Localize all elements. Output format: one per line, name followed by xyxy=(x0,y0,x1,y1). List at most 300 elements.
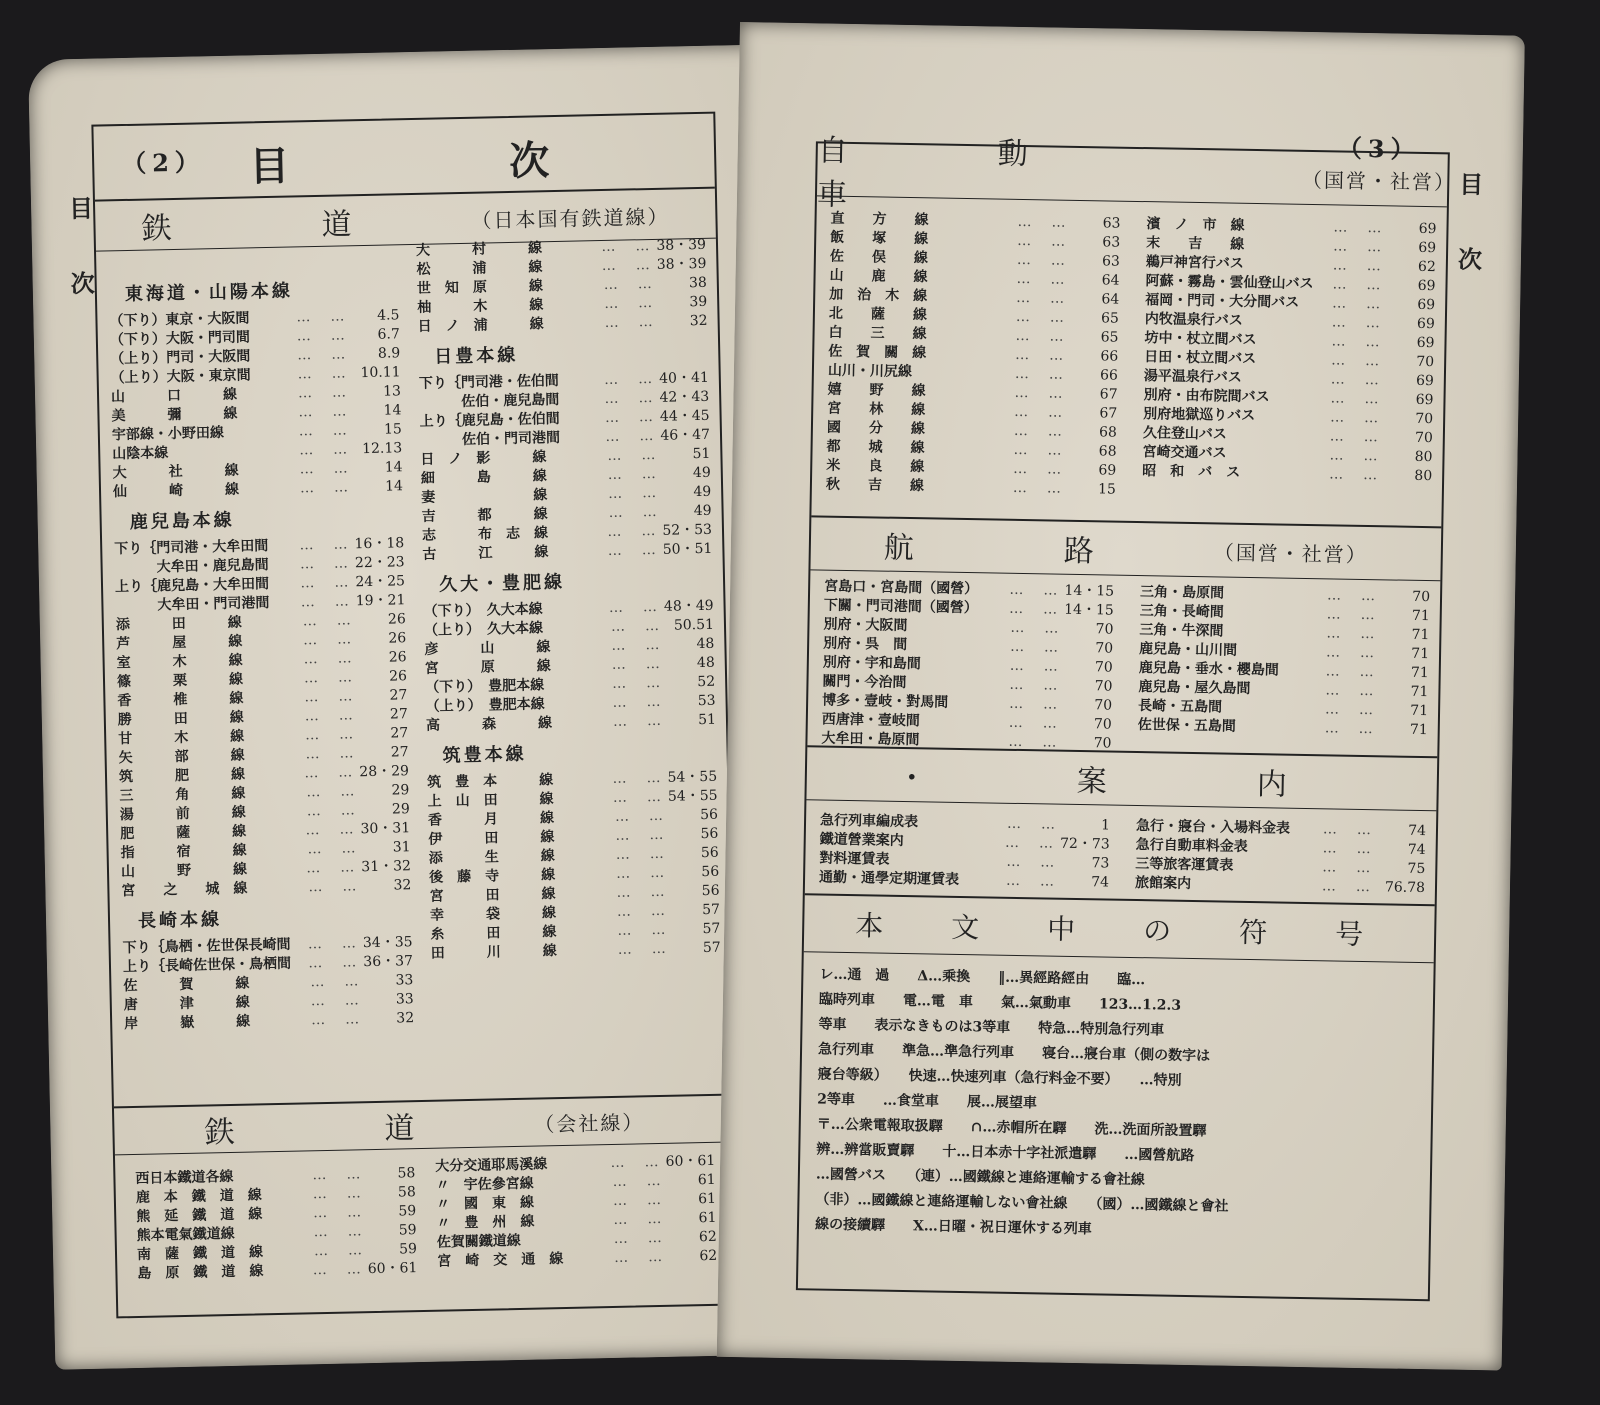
leader-dots: … … xyxy=(308,954,360,972)
line-group-heading: 長崎本線 xyxy=(137,909,223,932)
ship-section xyxy=(807,515,1441,758)
line-group-heading: 筑豊本線 xyxy=(442,743,527,767)
entry-page: 26 xyxy=(388,649,407,666)
leader-dots: … … xyxy=(1016,251,1069,269)
entry-page: 63 xyxy=(1102,215,1121,232)
entry-page: 50・51 xyxy=(662,540,713,558)
entry-name: 末 吉 線 xyxy=(1146,235,1245,253)
toc-frame-left xyxy=(91,112,740,1319)
leader-dots: … … xyxy=(305,726,357,744)
entry-page: 63 xyxy=(1102,234,1121,251)
symbol-legend-line: 2等車 …食堂車 展…展望車 xyxy=(817,1091,1038,1112)
company-column-1 xyxy=(135,1162,417,1282)
entry-name: 鹿 本 鐵 道 線 xyxy=(135,1187,262,1206)
leader-dots: … … xyxy=(607,541,659,559)
leader-dots: … … xyxy=(613,1229,665,1247)
entry-page: 80 xyxy=(1414,448,1433,466)
entry-name: 秋 吉 線 xyxy=(825,476,925,495)
entry-name: 下關・門司港間（國營） xyxy=(823,597,978,617)
entry-name: 世 知 原 線 xyxy=(416,278,544,297)
leader-dots: … … xyxy=(1006,853,1058,871)
entry-name: （下り） 豊肥本線 xyxy=(425,677,545,696)
entry-name: 〃 豊 州 線 xyxy=(436,1213,535,1232)
guide-section xyxy=(805,745,1438,906)
entry-page: 56 xyxy=(699,806,719,824)
entry-page: 29 xyxy=(391,801,410,818)
entry-page: 69 xyxy=(1415,372,1434,390)
entry-page: 15 xyxy=(383,421,402,438)
entry-name: 筑 肥 線 xyxy=(118,766,246,786)
entry-name: 別府・呉 間 xyxy=(823,635,908,654)
entry-page: 4.5 xyxy=(376,307,400,324)
symbol-legend-line: 寢台等級） 快速…快速列車（急行料金不要） …特別 xyxy=(817,1066,1182,1089)
entry-name: 下り｛門司港・佐伯間 xyxy=(418,372,560,392)
entry-name: 糸 田 線 xyxy=(430,924,557,943)
entry-name: 指 宿 線 xyxy=(120,842,247,862)
section-title: 鉄 道 xyxy=(204,1109,475,1151)
leader-dots: … … xyxy=(296,308,348,326)
entry-page: 62 xyxy=(699,1247,718,1265)
entry-name: 坊中・杖立間バス xyxy=(1144,330,1257,349)
entry-page: 70 xyxy=(1094,678,1113,695)
entry-name: 三角・長崎間 xyxy=(1139,603,1224,621)
leader-dots: … … xyxy=(604,313,656,331)
leader-dots: … … xyxy=(1004,834,1057,852)
entry-page: 27 xyxy=(389,687,408,704)
entry-page: 66 xyxy=(1100,348,1119,365)
entry-name: 添 生 線 xyxy=(428,848,555,867)
entry-page: 58 xyxy=(397,1165,416,1182)
leader-dots: … … xyxy=(305,745,357,763)
entry-page: 44・45 xyxy=(659,407,710,425)
side-char: 次 xyxy=(70,268,95,299)
symbol-legend-line: （非）…國鐵線と連絡運輸しない會社線 （國）…國鐵線と會社 xyxy=(815,1191,1229,1215)
section-title: ・ 案 内 xyxy=(896,760,1348,804)
leader-dots: … … xyxy=(310,992,362,1010)
entry-page: 65 xyxy=(1100,310,1120,327)
leader-dots: … … xyxy=(1329,447,1381,465)
leader-dots: … … xyxy=(303,669,356,687)
entry-page: 51 xyxy=(692,445,711,463)
entry-name: 旅館案内 xyxy=(1134,875,1192,893)
entry-page: 67 xyxy=(1099,386,1118,403)
entry-name: 篠 栗 線 xyxy=(116,671,244,691)
entry-page: 70 xyxy=(1093,735,1112,752)
entry-page: 58 xyxy=(397,1184,416,1201)
entry-page: 38 xyxy=(688,274,707,292)
entry-page: 49 xyxy=(692,464,711,482)
entry-name: 關門・今治間 xyxy=(822,673,907,692)
leader-dots: … … xyxy=(303,631,355,649)
entry-page: 28・29 xyxy=(359,763,410,781)
entry-page: 60・61 xyxy=(367,1260,418,1278)
entry-name: 〃 宇佐參宮線 xyxy=(435,1175,534,1194)
entry-name: 大 社 線 xyxy=(112,462,239,482)
side-char: 次 xyxy=(1457,244,1483,274)
leader-dots: … … xyxy=(1322,840,1374,858)
entry-name: 鹿兒島・屋久島間 xyxy=(1138,679,1251,698)
leader-dots: … … xyxy=(612,693,664,711)
leader-dots: … … xyxy=(604,294,656,312)
ship-section-header xyxy=(810,517,1441,581)
leader-dots: … … xyxy=(616,902,669,920)
entry-name: 古 江 線 xyxy=(422,544,549,563)
entry-name: （上り）大阪・東京間 xyxy=(110,367,251,387)
leader-dots: … … xyxy=(607,465,659,483)
side-label-right xyxy=(1458,165,1484,275)
section-subtitle: （日本国有鉄道線） xyxy=(471,204,670,233)
entry-page: 71 xyxy=(1410,702,1429,720)
entry-name: 香 椎 線 xyxy=(117,690,244,710)
line-group-heading: 鹿兒島本線 xyxy=(129,509,235,533)
leader-dots: … … xyxy=(1325,663,1377,681)
entry-name: 別府・由布院間バス xyxy=(1143,387,1270,406)
line-group-heading: 久大・豊肥線 xyxy=(438,571,566,596)
entry-page: 70 xyxy=(1095,640,1114,657)
entry-page: 68 xyxy=(1098,443,1117,460)
leader-dots: … … xyxy=(1324,720,1376,738)
symbol-legend-line: 〒…公衆電報取扱驛 ∩…赤帽所在驛 洗…洗面所設置驛 xyxy=(816,1116,1207,1140)
entry-name: 内牧温泉行バス xyxy=(1144,311,1244,329)
leader-dots: … … xyxy=(304,688,356,706)
leader-dots: … … xyxy=(299,441,351,459)
leader-dots: … … xyxy=(616,864,668,882)
entry-name: 宮 林 線 xyxy=(827,400,926,419)
entry-page: 16・18 xyxy=(354,535,405,553)
entry-page: 56 xyxy=(701,882,720,900)
entry-name: 別府・大阪間 xyxy=(823,616,908,635)
leader-dots: … … xyxy=(616,883,668,901)
entry-page: 22・23 xyxy=(354,554,405,572)
leader-dots: … … xyxy=(1322,859,1374,877)
entry-page: 26 xyxy=(388,630,407,647)
leader-dots: … … xyxy=(299,460,351,478)
leader-dots: … … xyxy=(1014,384,1066,402)
entry-page: 1 xyxy=(1100,817,1111,834)
leader-dots: … … xyxy=(612,712,665,730)
entry-name: 山 鹿 線 xyxy=(829,267,928,286)
entry-name: 宮崎交通バス xyxy=(1142,444,1227,462)
entry-name: 〃 國 東 線 xyxy=(435,1194,535,1213)
entry-page: 38・39 xyxy=(656,255,707,273)
entry-name: 昭 和 バ ス xyxy=(1142,463,1241,481)
rail-column-1 xyxy=(108,266,414,1032)
guide-section-header xyxy=(806,747,1437,811)
entry-page: 36・37 xyxy=(363,953,414,971)
entry-page: 32 xyxy=(396,1010,415,1027)
entry-page: 6.7 xyxy=(377,326,400,343)
guide-column-1 xyxy=(819,810,1110,891)
entry-name: 飯 塚 線 xyxy=(830,229,929,248)
leader-dots: … … xyxy=(303,650,355,668)
entry-page: 70 xyxy=(1415,410,1434,428)
leader-dots: … … xyxy=(310,973,362,991)
entry-name: 西日本鐵道各線 xyxy=(135,1168,234,1187)
entry-page: 57 xyxy=(701,901,721,919)
entry-page: 13 xyxy=(383,383,402,400)
leader-dots: … … xyxy=(1017,213,1069,231)
leader-dots: … … xyxy=(1009,581,1061,599)
entry-name: （上り） 豊肥本線 xyxy=(425,696,545,715)
entry-name: 岸 嶽 線 xyxy=(124,1013,251,1033)
entry-name: 彦 山 線 xyxy=(424,639,551,658)
leader-dots: … … xyxy=(305,821,357,839)
ship-column-1 xyxy=(821,576,1114,752)
entry-page: 70 xyxy=(1094,697,1113,714)
leader-dots: … … xyxy=(297,346,349,364)
leader-dots: … … xyxy=(1324,701,1377,719)
entry-page: 56 xyxy=(700,825,719,843)
entry-name: 西唐津・壹岐間 xyxy=(821,711,920,730)
leader-dots: … … xyxy=(299,555,352,573)
entry-name: 佐 賀 線 xyxy=(123,975,250,995)
leader-dots: … … xyxy=(312,1261,364,1279)
leader-dots: … … xyxy=(1009,657,1061,675)
entry-name: 鹿兒島・山川間 xyxy=(1138,641,1238,659)
entry-page: 59 xyxy=(398,1203,417,1220)
entry-name: 湯 前 線 xyxy=(119,804,246,824)
entry-page: 69 xyxy=(1418,220,1437,238)
line-group-heading: 日豊本線 xyxy=(434,344,519,368)
entry-name: 後 藤 寺 線 xyxy=(429,867,556,886)
entry-page: 67 xyxy=(1099,405,1118,422)
entry-page: 75 xyxy=(1407,860,1426,878)
entry-page: 71 xyxy=(1411,626,1430,644)
leader-dots: … … xyxy=(612,1191,665,1209)
entry-page: 14・15 xyxy=(1064,582,1115,600)
entry-name: 三角・牛深間 xyxy=(1139,622,1224,640)
entry-page: 31 xyxy=(392,839,411,856)
leader-dots: … … xyxy=(311,1011,363,1029)
leader-dots: … … xyxy=(607,446,659,464)
leader-dots: … … xyxy=(299,536,351,554)
leader-dots: … … xyxy=(611,636,663,654)
entry-name: 阿蘇・霧島・雲仙登山バス xyxy=(1145,273,1314,293)
rail-section xyxy=(95,190,734,1103)
entry-page: 69 xyxy=(1417,277,1436,295)
entry-page: 8.9 xyxy=(377,345,401,362)
entry-page: 74 xyxy=(1407,841,1426,859)
entry-page: 14 xyxy=(385,478,404,495)
leader-dots: … … xyxy=(313,1242,366,1260)
right-page xyxy=(717,22,1525,1370)
entry-page: 61 xyxy=(698,1209,717,1227)
entry-name: 細 島 線 xyxy=(420,468,547,487)
entry-name: 日 ノ 影 線 xyxy=(420,449,547,468)
leader-dots: … … xyxy=(308,878,360,896)
leader-dots: … … xyxy=(306,783,358,801)
bus-column-1 xyxy=(826,208,1121,498)
entry-name: 別府・宇和島間 xyxy=(822,654,921,673)
entry-page: 33 xyxy=(395,972,414,989)
leader-dots: … … xyxy=(610,617,663,635)
entry-name: 三 角 線 xyxy=(119,785,246,805)
entry-name: 大牟田・島原間 xyxy=(821,730,920,749)
entry-name: 山 野 線 xyxy=(120,861,248,881)
section-title: 本 文 中 の 符 号 xyxy=(854,909,1384,952)
symbol-legend-line: 臨時列車 電…電 車 氣…氣動車 123…1.2.3 xyxy=(818,991,1182,1014)
entry-name: 日 ノ 浦 線 xyxy=(417,316,544,335)
leader-dots: … … xyxy=(1332,257,1384,275)
entry-page: 69 xyxy=(1416,334,1435,352)
entry-page: 74 xyxy=(1408,822,1427,840)
leader-dots: … … xyxy=(1008,714,1060,732)
leader-dots: … … xyxy=(604,408,657,426)
leader-dots: … … xyxy=(1013,422,1066,440)
entry-page: 71 xyxy=(1410,664,1429,682)
entry-name: 上り｛鹿兒島・佐伯間 xyxy=(419,410,560,430)
entry-name: 肥 薩 線 xyxy=(120,823,247,843)
symbol-legend-line: 辨…辨當販賣驛 十…日本赤十字社派遣驛 …國營航路 xyxy=(816,1141,1195,1165)
entry-page: 12.13 xyxy=(361,440,403,458)
leader-dots: … … xyxy=(1333,219,1385,237)
leader-dots: … … xyxy=(296,327,349,345)
leader-dots: … … xyxy=(1330,409,1382,427)
entry-name: 佐 賀 關 線 xyxy=(828,343,927,362)
entry-page: 27 xyxy=(390,744,409,761)
entry-name: 山 口 線 xyxy=(110,386,238,406)
entry-name: 大牟田・鹿兒島間 xyxy=(114,557,269,577)
leader-dots: … … xyxy=(302,612,354,630)
entry-page: 52 xyxy=(697,673,716,691)
entry-name: 都 城 線 xyxy=(826,438,925,457)
entry-name: 鐵道營業案内 xyxy=(819,831,904,849)
entry-name: 急行・寢台・入場料金表 xyxy=(1135,818,1291,837)
page-number-right: （3） xyxy=(1337,133,1421,164)
entry-page: 10.11 xyxy=(360,364,401,382)
entry-page: 61 xyxy=(697,1171,716,1189)
leader-dots: … … xyxy=(614,1248,666,1266)
entry-page: 54・55 xyxy=(667,787,718,805)
entry-name: 嬉 野 線 xyxy=(827,381,926,400)
leader-dots: … … xyxy=(605,427,657,445)
entry-name: 山陰本線 xyxy=(112,445,169,463)
entry-name: 妻 線 xyxy=(421,487,548,506)
entry-name: 宮 崎 交 通 線 xyxy=(437,1251,564,1270)
entry-page: 53 xyxy=(697,692,716,710)
leader-dots: … … xyxy=(604,370,656,389)
bus-section xyxy=(811,133,1457,526)
entry-name: 北 薩 線 xyxy=(828,305,928,324)
leader-dots: … … xyxy=(304,707,356,725)
entry-name: 松 浦 線 xyxy=(416,259,543,278)
leader-dots: … … xyxy=(298,403,350,421)
entry-name: 美 彌 線 xyxy=(111,405,238,425)
leader-dots: … … xyxy=(614,807,667,825)
entry-page: 38・39 xyxy=(656,236,707,254)
leader-dots: … … xyxy=(613,1210,665,1228)
entry-page: 59 xyxy=(398,1222,417,1239)
entry-name: 筑 豊 本 線 xyxy=(427,772,554,791)
entry-page: 73 xyxy=(1091,855,1110,872)
entry-page: 42・43 xyxy=(659,388,710,406)
entry-page: 65 xyxy=(1100,329,1119,346)
leader-dots: … … xyxy=(1330,390,1382,408)
page-number-left: （2） xyxy=(121,147,206,179)
entry-page: 63 xyxy=(1101,253,1121,270)
leader-dots: … … xyxy=(300,593,352,611)
entry-page: 70 xyxy=(1412,588,1431,606)
leader-dots: … … xyxy=(1016,270,1068,288)
entry-page: 27 xyxy=(389,706,408,723)
entry-page: 69 xyxy=(1098,462,1117,479)
section-title: 航 路 xyxy=(883,530,1155,571)
entry-page: 72・73 xyxy=(1059,835,1110,853)
leader-dots: … … xyxy=(1331,314,1383,332)
entry-name: 田 川 線 xyxy=(430,943,557,962)
entry-name: 大分交通耶馬溪線 xyxy=(435,1156,548,1175)
entry-page: 49 xyxy=(693,483,712,501)
entry-page: 39 xyxy=(689,293,708,311)
entry-name: （下り） 久大本線 xyxy=(423,601,543,620)
section-subtitle: （国営・社営） xyxy=(1213,539,1369,567)
leader-dots: … … xyxy=(297,384,350,402)
entry-page: 24・25 xyxy=(355,573,406,591)
entry-name: 急行列車編成表 xyxy=(819,812,919,831)
entry-page: 66 xyxy=(1099,367,1119,384)
entry-page: 57 xyxy=(702,920,721,938)
entry-name: 島 原 鐵 道 線 xyxy=(137,1263,264,1282)
leader-dots: … … xyxy=(1014,403,1066,421)
entry-name: 上り｛長崎佐世保・鳥栖間 xyxy=(122,955,292,976)
entry-name: 長崎・五島間 xyxy=(1137,698,1223,716)
entry-page: 71 xyxy=(1411,645,1430,663)
entry-page: 26 xyxy=(388,668,408,685)
leader-dots: … … xyxy=(312,1185,364,1203)
leader-dots: … … xyxy=(1332,276,1384,294)
leader-dots: … … xyxy=(1015,327,1067,345)
entry-name: 宮 田 線 xyxy=(429,886,556,905)
entry-name: 佐伯・鹿兒島間 xyxy=(419,391,560,411)
leader-dots: … … xyxy=(1329,428,1381,446)
entry-page: 68 xyxy=(1098,424,1118,441)
rail-column-2 xyxy=(416,234,721,962)
leader-dots: … … xyxy=(617,921,669,939)
leader-dots: … … xyxy=(313,1223,365,1241)
entry-page: 64 xyxy=(1101,272,1120,289)
leader-dots: … … xyxy=(1006,815,1059,833)
entry-name: 南 薩 鐵 道 線 xyxy=(136,1244,264,1263)
entry-name: 鵜戸神宮行バス xyxy=(1145,254,1244,272)
entry-page: 56 xyxy=(700,844,719,862)
entry-name: 宮 之 城 線 xyxy=(121,880,248,900)
bus-section-header xyxy=(816,133,1457,214)
entry-name: 國 分 線 xyxy=(826,419,926,438)
leader-dots: … … xyxy=(1008,733,1060,751)
entry-name: 佐伯・門司港間 xyxy=(419,429,561,449)
entry-page: 31・32 xyxy=(361,858,412,876)
entry-name: 甘 木 線 xyxy=(118,728,245,748)
line-group-heading: 東海道・山陽本線 xyxy=(124,280,294,306)
leader-dots: … … xyxy=(610,1153,662,1172)
side-char: 目 xyxy=(1459,169,1484,199)
leader-dots: … … xyxy=(612,674,664,692)
entry-page: 40・41 xyxy=(659,369,709,387)
leader-dots: … … xyxy=(1326,625,1378,643)
entry-page: 30・31 xyxy=(360,820,411,838)
entry-page: 32 xyxy=(689,312,708,330)
leader-dots: … … xyxy=(1333,238,1385,256)
entry-page: 50.51 xyxy=(673,616,715,634)
entry-name: （下り）大阪・門司間 xyxy=(109,329,251,349)
entry-name: 直 方 線 xyxy=(830,210,929,229)
entry-name: 加 治 木 線 xyxy=(829,286,928,305)
entry-name: 福岡・門司・大分間バス xyxy=(1145,292,1300,311)
entry-page: 70 xyxy=(1414,429,1433,447)
entry-page: 61 xyxy=(698,1190,717,1208)
leader-dots: … … xyxy=(299,479,352,497)
symbol-legend-line: 線の接續驛 Ⅹ…日曜・祝日運休する列車 xyxy=(814,1216,1092,1238)
